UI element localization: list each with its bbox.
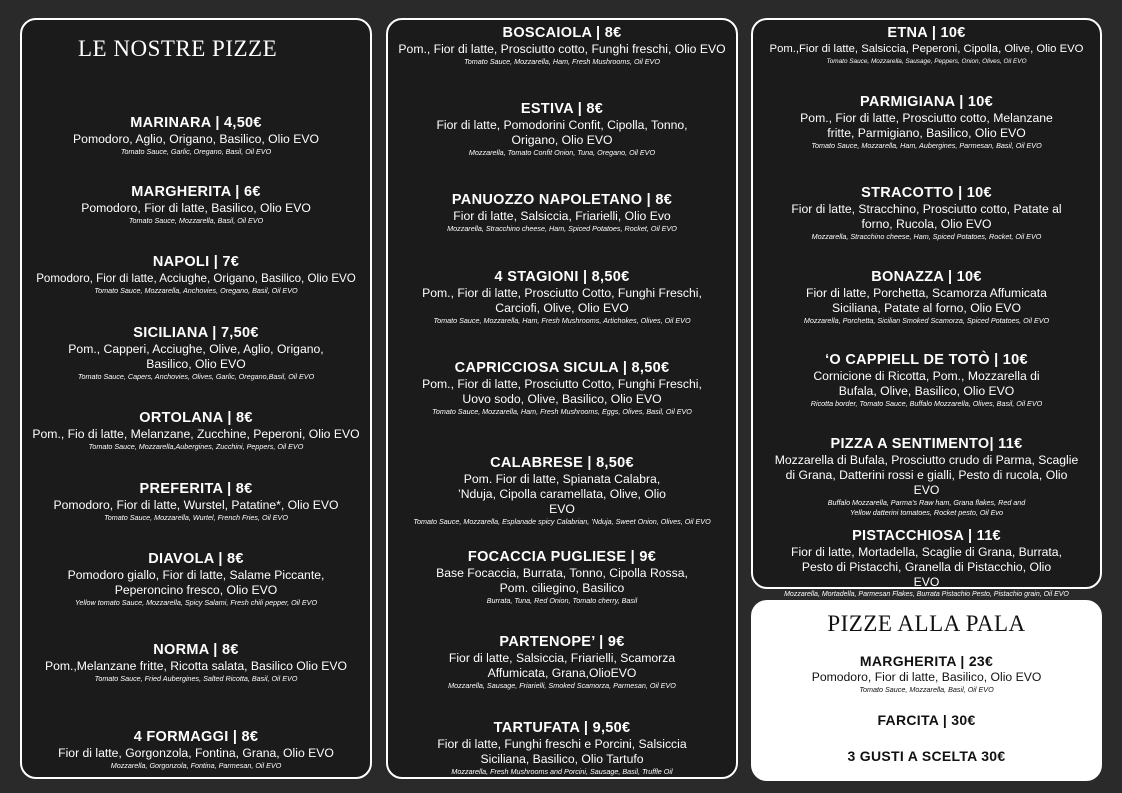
pizza-ingredients-english: Mozzarella, Tomato Confit Onion, Tuna, Oregano, Oil EVO (468, 148, 656, 157)
menu-item (388, 192, 736, 234)
pizza-name: PIZZA A SENTIMENTO| 11€ (830, 436, 1023, 452)
menu-item (388, 269, 736, 326)
pizza-ingredients: Pomodoro giallo, Fior di latte, Salame Piccante, Peperoncino fresco, Olio EVO (67, 568, 325, 597)
pizza-ingredients-english: Tomato Sauce, Mozzarella, Sausage, Peppers, Onion, Olives, Oil EVO (826, 58, 1027, 65)
menu-item (22, 254, 370, 296)
pizza-ingredients-english: Buffalo Mozzarella, Parma’s Raw ham, Grana flakes, Red and Yellow datterini tomatoes, Rocket pesto, Oil Evo (827, 498, 1026, 517)
pizza-ingredients-english: Mozzarella, Sausage, Friarielli, Smoked Scamorza, Parmesan, Oil EVO (448, 681, 676, 690)
pizza-ingredients-english: Tomato Sauce, Mozzarella, Wurtel, French Fries, Oil EVO (104, 513, 288, 522)
pizza-name: TARTUFATA | 9,50€ (493, 720, 631, 736)
pizza-ingredients: Fior di latte, Gorgonzola, Fontina, Grana, Olio EVO (58, 746, 334, 760)
pizza-name: PANUOZZO NAPOLETANO | 8€ (451, 192, 673, 208)
pizza-ingredients-english: Yellow tomato Sauce, Mozzarella, Spicy Salami, Fresh chili pepper, Oil EVO (74, 598, 318, 607)
pizza-ingredients: Pomodoro, Aglio, Origano, Basilico, Olio EVO (73, 132, 319, 146)
pizza-name: 4 FORMAGGI | 8€ (133, 729, 259, 745)
pizza-name: 3 GUSTI A SCELTA 30€ (847, 748, 1006, 764)
pizza-ingredients-english: Tomato Sauce, Mozzarella, Ham, Fresh Mushrooms, Eggs, Olives, Basil, Oil EVO (432, 407, 692, 416)
pizza-ingredients: Fior di latte, Stracchino, Prosciutto cotto, Patate al forno, Rucola, Olio EVO (791, 202, 1062, 231)
pizza-name: ORTOLANA | 8€ (139, 410, 253, 426)
menu-item (753, 712, 1100, 729)
menu-item (753, 653, 1100, 695)
pizza-name: SICILIANA | 7,50€ (133, 325, 259, 341)
pizza-name: MARGHERITA | 6€ (131, 184, 261, 200)
pizza-ingredients: Cornicione di Ricotta, Pom., Mozzarella di Bufala, Olive, Basilico, Olio EVO (813, 369, 1040, 398)
pizza-name: NAPOLI | 7€ (152, 254, 240, 270)
pizza-ingredients: Pom., Fior di latte, Prosciutto cotto, Melanzane fritte, Parmigiano, Basilico, Olio EVO (800, 111, 1053, 140)
pizza-name: CAPRICCIOSA SICULA | 8,50€ (454, 360, 670, 376)
pizza-name: FARCITA | 30€ (877, 712, 976, 728)
pizza-name: BONAZZA | 10€ (871, 269, 982, 285)
menu-item (22, 184, 370, 226)
pizza-name: STRACOTTO | 10€ (861, 185, 992, 201)
menu-item (753, 352, 1100, 409)
menu-item (388, 455, 736, 527)
pizza-ingredients: Pom.,Melanzane fritte, Ricotta salata, Basilico Olio EVO (44, 659, 348, 673)
menu-item (753, 528, 1100, 600)
pizza-ingredients-english: Tomato Sauce, Mozzarella, Ham, Fresh Mushrooms, Artichokes, Olives, Oil EVO (433, 316, 691, 325)
menu-item (22, 729, 370, 771)
pizza-ingredients-english: Ricotta border, Tomato Sauce, Buffalo Mozzarella, Olives, Basil, Oil EVO (810, 399, 1043, 408)
pizza-name: MARINARA | 4,50€ (130, 115, 262, 131)
pizza-name: ETNA | 10€ (887, 25, 966, 41)
menu-column-classic (20, 18, 372, 779)
pizza-ingredients: Pom., Fior di latte, Prosciutto Cotto, Funghi Freschi, Uovo sodo, Olive, Basilico, Olio EVO (422, 377, 702, 406)
pizza-name: PREFERITA | 8€ (139, 481, 253, 497)
menu-item (22, 481, 370, 523)
pizza-ingredients-english: Tomato Sauce, Capers, Anchovies, Olives, Garlic, Oregano,Basil, Oil EVO (77, 372, 315, 381)
menu-item (388, 360, 736, 417)
pizza-ingredients-english: Tomato Sauce, Mozzarella,Aubergines, Zucchini, Peppers, Oil EVO (88, 442, 304, 451)
menu-item (753, 748, 1100, 765)
menu-item (388, 634, 736, 691)
menu-column-premium (751, 18, 1102, 598)
menu-item (753, 185, 1100, 242)
pizza-ingredients-english: Tomato Sauce, Mozzarella, Basil, Oil EVO (128, 216, 264, 225)
menu-column-specials (386, 18, 738, 779)
pizza-ingredients-english: Tomato Sauce, Fried Aubergines, Salted Ricotta, Basil, Oil EVO (94, 674, 298, 683)
pizza-ingredients-english: Mozzarella, Stracchino cheese, Ham, Spiced Potatoes, Rocket, Oil EVO (811, 232, 1042, 241)
pizza-name: PARMIGIANA | 10€ (860, 94, 993, 110)
pizza-ingredients-english: Tomato Sauce, Mozzarella, Ham, Aubergines, Parmesan, Basil, Oil EVO (811, 141, 1042, 150)
pizza-ingredients-english: Tomato Sauce, Mozzarella, Anchovies, Oregano, Basil, Oil EVO (94, 286, 298, 295)
pizza-ingredients: Pom., Fior di latte, Prosciutto Cotto, Funghi Freschi, Carciofi, Olive, Olio EVO (422, 286, 702, 315)
pizza-name: PARTENOPE’ | 9€ (499, 634, 625, 650)
pizza-ingredients: Pomodoro, Fior di latte, Acciughe, Origano, Basilico, Olio EVO (36, 272, 356, 285)
menu-item (22, 325, 370, 382)
pizza-name: MARGHERITA | 23€ (859, 653, 994, 669)
pizza-ingredients: Pomodoro, Fior di latte, Wurstel, Patatine*, Olio EVO (53, 498, 339, 512)
pizza-ingredients-english: Tomato Sauce, Mozzarella, Ham, Fresh Mushrooms, Oil EVO (464, 57, 660, 66)
pizza-ingredients-english: Tomato Sauce, Mozzarella, Basil, Oil EVO (859, 685, 994, 694)
pizza-ingredients: Fior di latte, Porchetta, Scamorza Affumicata Siciliana, Patate al forno, Olio EVO (806, 286, 1047, 315)
pizza-name: ‘O CAPPIELL DE TOTÒ | 10€ (825, 352, 1028, 368)
pizza-ingredients: Base Focaccia, Burrata, Tonno, Cipolla Rossa, Pom. ciliegino, Basilico (436, 566, 688, 595)
pizza-name: BOSCAIOLA | 8€ (502, 25, 622, 41)
pizza-ingredients: Mozzarella di Bufala, Prosciutto crudo di Parma, Scaglie di Grana, Datterini rossi e gialli, Pesto di rucola, Olio EVO (774, 453, 1079, 497)
pizza-ingredients: Fior di latte, Pomodorini Confit, Cipolla, Tonno, Origano, Olio EVO (436, 118, 688, 147)
pizza-ingredients: Fior di latte, Mortadella, Scaglie di Grana, Burrata, Pesto di Pistacchi, Granella di Pistacchio, Olio EVO (791, 545, 1062, 589)
menu-item (388, 101, 736, 158)
pizza-name: 4 STAGIONI | 8,50€ (494, 269, 630, 285)
pizza-ingredients-english: Mozzarella, Gorgonzola, Fontina, Parmesan, Oil EVO (110, 761, 282, 770)
pizza-name: PISTACCHIOSA | 11€ (852, 528, 1001, 544)
menu-item (22, 551, 370, 608)
pizza-ingredients: Fior di latte, Funghi freschi e Porcini, Salsiccia Siciliana, Basilico, Olio Tartufo (437, 737, 687, 766)
pizza-ingredients: Pom., Fior di latte, Prosciutto cotto, Funghi freschi, Olio EVO (398, 42, 726, 56)
pizza-ingredients-english: Tomato Sauce, Garlic, Oregano, Basil, Oil EVO (120, 147, 272, 156)
pizza-ingredients: Pom., Capperi, Acciughe, Olive, Aglio, Origano, Basilico, Olio EVO (68, 342, 324, 371)
pizza-ingredients-english: Mozzarella, Mortadella, Parmesan Flakes, Burrata Pistachio Pesto, Pistachio grain, Oil EVO (784, 591, 1069, 598)
menu-item (753, 269, 1100, 326)
pizza-ingredients: Pom.,Fior di latte, Salsiccia, Peperoni, Cipolla, Olive, Olio EVO (769, 43, 1084, 55)
pizza-ingredients: Pom. Fior di latte, Spianata Calabra, ’Nduja, Cipolla caramellata, Olive, Olio EVO (458, 472, 666, 516)
menu-item (22, 642, 370, 684)
pizza-ingredients-english: Mozzarella, Stracchino cheese, Ham, Spiced Potatoes, Rocket, Oil EVO (447, 224, 677, 233)
menu-item (388, 720, 736, 777)
menu-section-pala (751, 600, 1102, 781)
pizza-name: NORMA | 8€ (153, 642, 239, 658)
pizza-ingredients: Pom., Fio di latte, Melanzane, Zucchine, Peperoni, Olio EVO (32, 427, 360, 441)
pizza-name: CALABRESE | 8,50€ (490, 455, 634, 471)
pizza-ingredients: Pomodoro, Fior di latte, Basilico, Olio EVO (81, 201, 311, 215)
menu-item (753, 25, 1100, 67)
pizza-name: FOCACCIA PUGLIESE | 9€ (467, 549, 657, 565)
pizza-name: ESTIVA | 8€ (520, 101, 604, 117)
menu-item (22, 410, 370, 452)
menu-item (22, 115, 370, 157)
pizza-ingredients: Pomodoro, Fior di latte, Basilico, Olio EVO (811, 670, 1042, 684)
menu-item (753, 436, 1100, 518)
pizza-ingredients-english: Burrata, Tuna, Red Onion, Tomato cherry, Basil (486, 596, 638, 605)
pizza-ingredients: Fior di latte, Salsiccia, Friarielli, Scamorza Affumicata, Grana,OlioEVO (448, 651, 676, 680)
pizza-ingredients: Fior di latte, Salsiccia, Friarielli, Olio Evo (453, 209, 671, 223)
pizza-ingredients-english: Mozzarella, Fresh Mushrooms and Porcini, Sausage, Basil, Truffle Oil (451, 767, 673, 776)
section-title: LE NOSTRE PIZZE (78, 36, 278, 61)
pizza-ingredients-english: Tomato Sauce, Mozzarella, Esplanade spicy Calabrian, ’Nduja, Sweet Onion, Olives, Oil EVO (413, 517, 711, 526)
menu-item (753, 94, 1100, 151)
pizza-name: DIAVOLA | 8€ (148, 551, 244, 567)
menu-item (388, 25, 736, 67)
menu-item (388, 549, 736, 606)
section-title: PIZZE ALLA PALA (827, 611, 1026, 636)
pizza-ingredients-english: Mozzarella, Porchetta, Sicilian Smoked Scamorza, Spiced Potatoes, Oil EVO (803, 316, 1050, 325)
